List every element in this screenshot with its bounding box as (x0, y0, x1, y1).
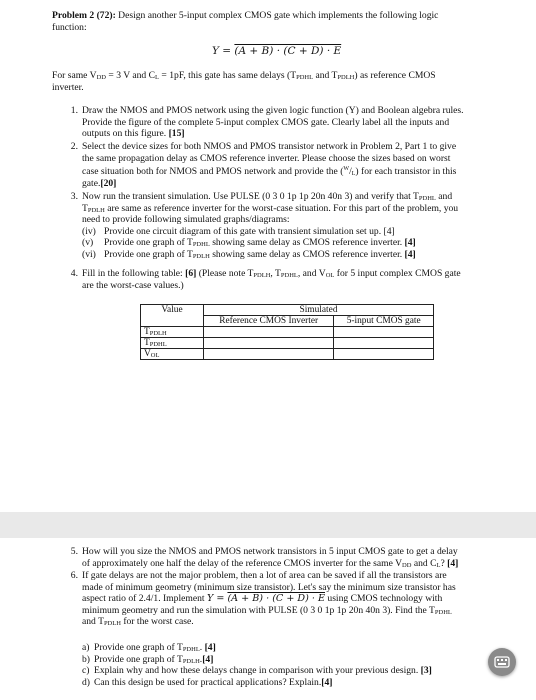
sub-list-item: (iv) Provide one circuit diagram of this gate with transient simulation set up. [4] (82, 225, 395, 237)
list-item (66, 546, 506, 569)
list-line: If gate delays are not the major problem, then a lot of area can be saved if all the transistors are (82, 570, 447, 581)
table-col-5input: 5-input CMOS gate (334, 316, 434, 327)
table-cell[interactable] (204, 349, 334, 360)
table-row-label: $T_{PDLH}$ (141, 327, 204, 338)
table-row (141, 349, 434, 360)
document-page-2 (0, 538, 536, 700)
list-line: How will you size the NMOS and PMOS network transistors in 5 input CMOS gate to get a delay (82, 546, 458, 557)
list-item (66, 570, 506, 628)
list-number: 1. (70, 105, 78, 116)
list-line: Select the device sizes for both NMOS and PMOS transistor network in Problem 2, Part 1 to give (82, 141, 457, 152)
list-line: the same propagation delay as CMOS reference inverter. Please choose the sizes based on worst (82, 152, 451, 164)
sub-list-item: b) Provide one graph of $T_{PDLH}.[4]$ (82, 653, 214, 665)
problem-title: Problem 2 (72): (52, 10, 116, 21)
list-item (66, 191, 506, 261)
list-item (66, 141, 506, 190)
sub-list-item: (vi) Provide one graph of $T_{PDLH}$ showing same delay as CMOS reference inverter. [4] (82, 248, 416, 260)
list-number: 6. (70, 570, 78, 581)
list-item (66, 268, 506, 291)
list-number: 3. (70, 191, 78, 202)
list-line: made of minimum geometry (minimum size transistor). Let's say the minimum size transistor has (82, 581, 456, 593)
table-cell[interactable] (334, 349, 434, 360)
list-number: 5. (70, 546, 78, 557)
list-line: are the worst-case values.) (82, 279, 184, 291)
table-cell[interactable] (204, 327, 334, 338)
table-header-simulated: Simulated (204, 305, 434, 316)
sub-list-item: (v) Provide one graph of $T_{PDHL}$ showing same delay as CMOS reference inverter. [4] (82, 237, 416, 249)
list-number: 4. (70, 268, 78, 279)
problem-heading (52, 10, 500, 33)
list-line: Now run the transient simulation. Use PULSE (0 3 0 1p 1p 20n 40n 3) and verify that $T_{PDHL}$ and (82, 191, 453, 202)
table-cell[interactable] (334, 327, 434, 338)
list-line: Provide the figure of the complete 5-input complex CMOS gate. Clearly label all the inputs and (82, 116, 450, 128)
list-line: Fill in the following table: [6] (Please note $T_{PDLH}$, $T_{PDHL}$, and $V_{OL}$ for 5 input complex CMOS gate (82, 268, 461, 279)
list-line: gate.[20] (82, 177, 117, 189)
list-line: $T_{PDLH}$ are same as reference inverter for the worst-case situation. For this part of the problem, you (82, 202, 459, 214)
keyboard-icon (494, 654, 510, 670)
list-line: Draw the NMOS and PMOS network using the given logic function (Y) and Boolean algebra rules. (82, 105, 464, 116)
table-row-label: $T_{PDHL}$ (141, 338, 204, 349)
logic-equation: Y = (A + B) · (C + D) · E (212, 45, 342, 57)
list-line: of approximately one half the delay of the reference CMOS inverter for the same $V_{DD}$ and $C_L$? [4] (82, 557, 459, 569)
list-line: outputs on this figure. [15] (82, 128, 185, 140)
problem-intro-line: Design another 5-input complex CMOS gate which implements the following logic (118, 10, 439, 21)
list-line: case situation both for NMOS and PMOS network and provide the $(^W/_L)$ for each transistor in this (82, 166, 457, 178)
table-row (141, 327, 434, 338)
keyboard-button[interactable] (488, 648, 516, 676)
results-table (140, 304, 434, 360)
table-row (141, 338, 434, 349)
table-row-label: $V_{OL}$ (141, 349, 204, 360)
table-cell[interactable] (334, 338, 434, 349)
problem-intro-line: function: (52, 21, 87, 33)
conditions-text: For same $V_{DD} = 3$ V and $C_L = 1pF$, this gate has same delays ($T_{PDHL}$ and $T_{PDLH}$) as reference CMOS inverter. (52, 70, 436, 93)
sub-list (82, 642, 482, 688)
list-line: aspect ratio of 2.4/1. Implement Y = (A + B) · (C + D) · E using CMOS technology with (82, 593, 443, 605)
sub-list-item: d) Can this design be used for practical applications? Explain.[4] (82, 676, 333, 688)
list-line: need to provide following simulated graphs/diagrams: (82, 214, 290, 226)
table-cell[interactable] (204, 338, 334, 349)
sub-list-item: a) Provide one graph of $T_{PDHL}$. [4] (82, 642, 216, 653)
table-header-row (141, 305, 434, 316)
sub-list-item: c) Explain why and how these delays change in comparison with your previous design. [3] (82, 665, 432, 677)
page-separator (0, 512, 536, 538)
table-col-reference: Reference CMOS Inverter (204, 316, 334, 327)
list-number: 2. (70, 141, 78, 152)
table-header-value: Value (141, 305, 204, 327)
list-line: and $T_{PDLH}$ for the worst case. (82, 616, 194, 628)
list-item (66, 105, 506, 140)
list-line: minimum geometry and run the simulation with PULSE (0 3 0 1p 1p 20n 40n 3). Find the $T_{PDHL}$ (82, 604, 452, 616)
